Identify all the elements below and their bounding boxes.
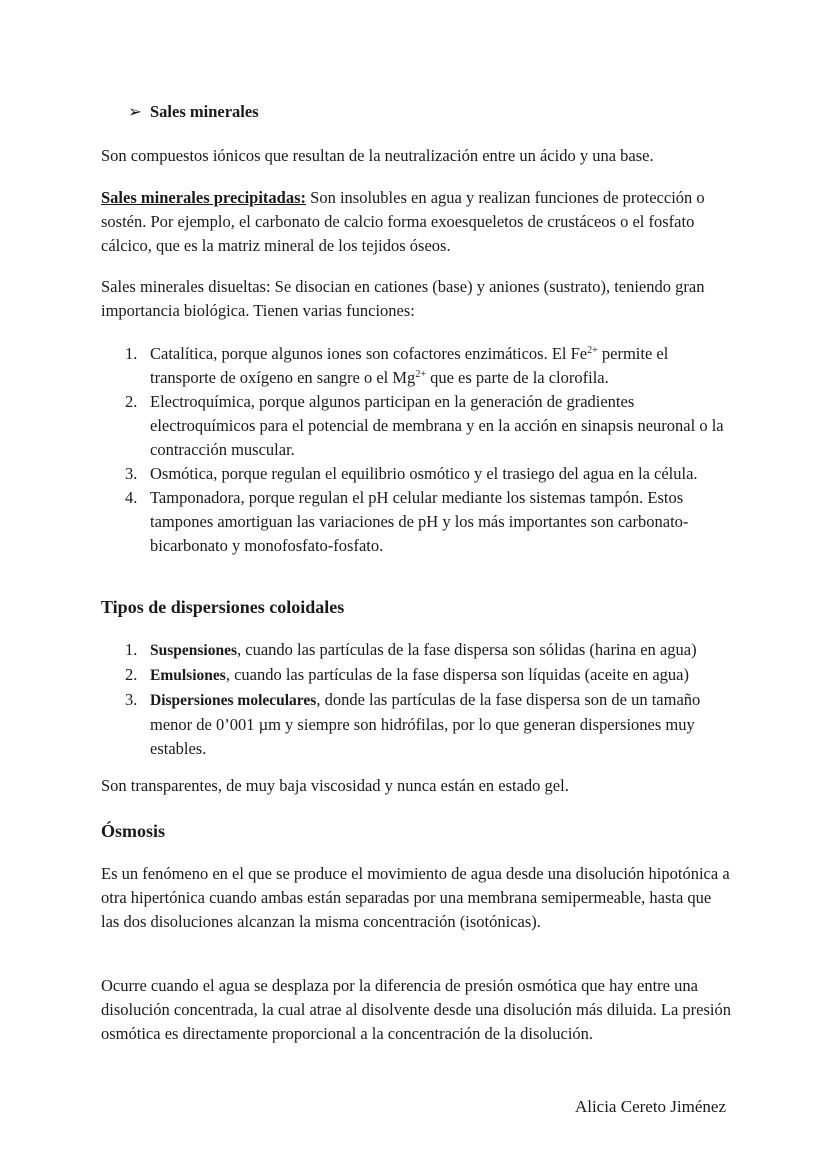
item-text: Tamponadora, porque regulan el pH celular mediante los sistemas tampón. Estos tampones amortiguan las variaciones de pH y los más importantes son carbonato-bicarbonato y monofosfato-fosfato.: [150, 488, 689, 555]
coloides-heading: Tipos de dispersiones coloidales: [101, 597, 345, 617]
item-text: Osmótica, porque regulan el equilibrio osmótico y el trasiego del agua en la célula.: [150, 464, 698, 483]
list-item: [101, 342, 731, 390]
item-text: , cuando las partículas de la fase dispersa son sólidas (harina en agua): [237, 640, 697, 659]
sales-minerales-heading: [128, 100, 259, 124]
osmosis-heading: Ósmosis: [101, 821, 166, 841]
term-bold: Dispersiones moleculares: [150, 692, 317, 709]
list-number: 4.: [125, 488, 138, 507]
list-number: 2.: [125, 665, 138, 684]
term-bold: Suspensiones: [150, 642, 238, 659]
coloides-closing-paragraph: Son transparentes, de muy baja viscosidad y nunca están en estado gel.: [101, 776, 569, 795]
osmosis-paragraph-2: Ocurre cuando el agua se desplaza por la diferencia de presión osmótica que hay entre una disolución concentrada, la cual atrae al disolvente desde una disolución más diluida. La presión osmótica es directamente proporcional a la concentración de la disolución.: [101, 976, 732, 1043]
superscript-charge: 2+: [415, 369, 426, 380]
list-item: [101, 486, 731, 558]
functions-list: [101, 342, 731, 558]
coloides-list: [101, 638, 731, 761]
list-item: [101, 638, 731, 663]
sales-intro-paragraph: Son compuestos iónicos que resultan de la neutralización entre un ácido y una base.: [101, 146, 654, 165]
list-item: [101, 688, 731, 761]
osmosis-paragraph-1: Es un fenómeno en el que se produce el movimiento de agua desde una disolución hipotónica a otra hipertónica cuando ambas están separadas por una membrana semipermeable, hasta que las dos disoluciones alcanzan la misma concentración (isotónicas).: [101, 864, 730, 931]
arrow-bullet-icon: ➢: [128, 102, 142, 121]
precipitadas-text: Son insolubles en agua y realizan funciones de protección o sostén. Por ejemplo, el carbonato de calcio forma exoesqueletos de crustáceos o el fosfato cálcico, que es la matriz mineral de los tejidos óseos.: [101, 188, 705, 255]
list-item: [101, 390, 731, 462]
item-text: permite el transporte de oxígeno en sangre o el Mg: [150, 344, 669, 387]
disueltas-paragraph: Sales minerales disueltas: Se disocian en cationes (base) y aniones (sustrato), teniendo gran importancia biológica. Tienen varias funciones:: [101, 277, 705, 320]
precipitadas-label: Sales minerales precipitadas:: [101, 188, 307, 207]
term-bold: Emulsiones: [150, 667, 226, 684]
list-item: [101, 663, 731, 688]
author-footer: Alicia Cereto Jiménez: [574, 1097, 726, 1116]
list-number: 2.: [125, 392, 138, 411]
list-number: 1.: [125, 640, 138, 659]
list-number: 1.: [125, 344, 138, 363]
item-text: , cuando las partículas de la fase dispersa son líquidas (aceite en agua): [225, 665, 690, 684]
precipitadas-paragraph: [101, 186, 731, 258]
list-number: 3.: [125, 690, 138, 709]
item-text: que es parte de la clorofila.: [425, 368, 609, 387]
superscript-charge: 2+: [587, 345, 598, 356]
item-text: Electroquímica, porque algunos participan en la generación de gradientes electroquímicos para el potencial de membrana y en la acción en sinapsis neuronal o la contracción muscular.: [150, 392, 724, 459]
list-item: [101, 462, 731, 486]
heading-text: Sales minerales: [150, 102, 259, 121]
item-text: Catalítica, porque algunos iones son cofactores enzimáticos. El Fe: [150, 344, 588, 363]
list-number: 3.: [125, 464, 138, 483]
item-text: , donde las partículas de la fase dispersa son de un tamaño menor de 0’001 µm y siempre son hidrófilas, por lo que generan dispersiones muy estables.: [150, 690, 701, 758]
